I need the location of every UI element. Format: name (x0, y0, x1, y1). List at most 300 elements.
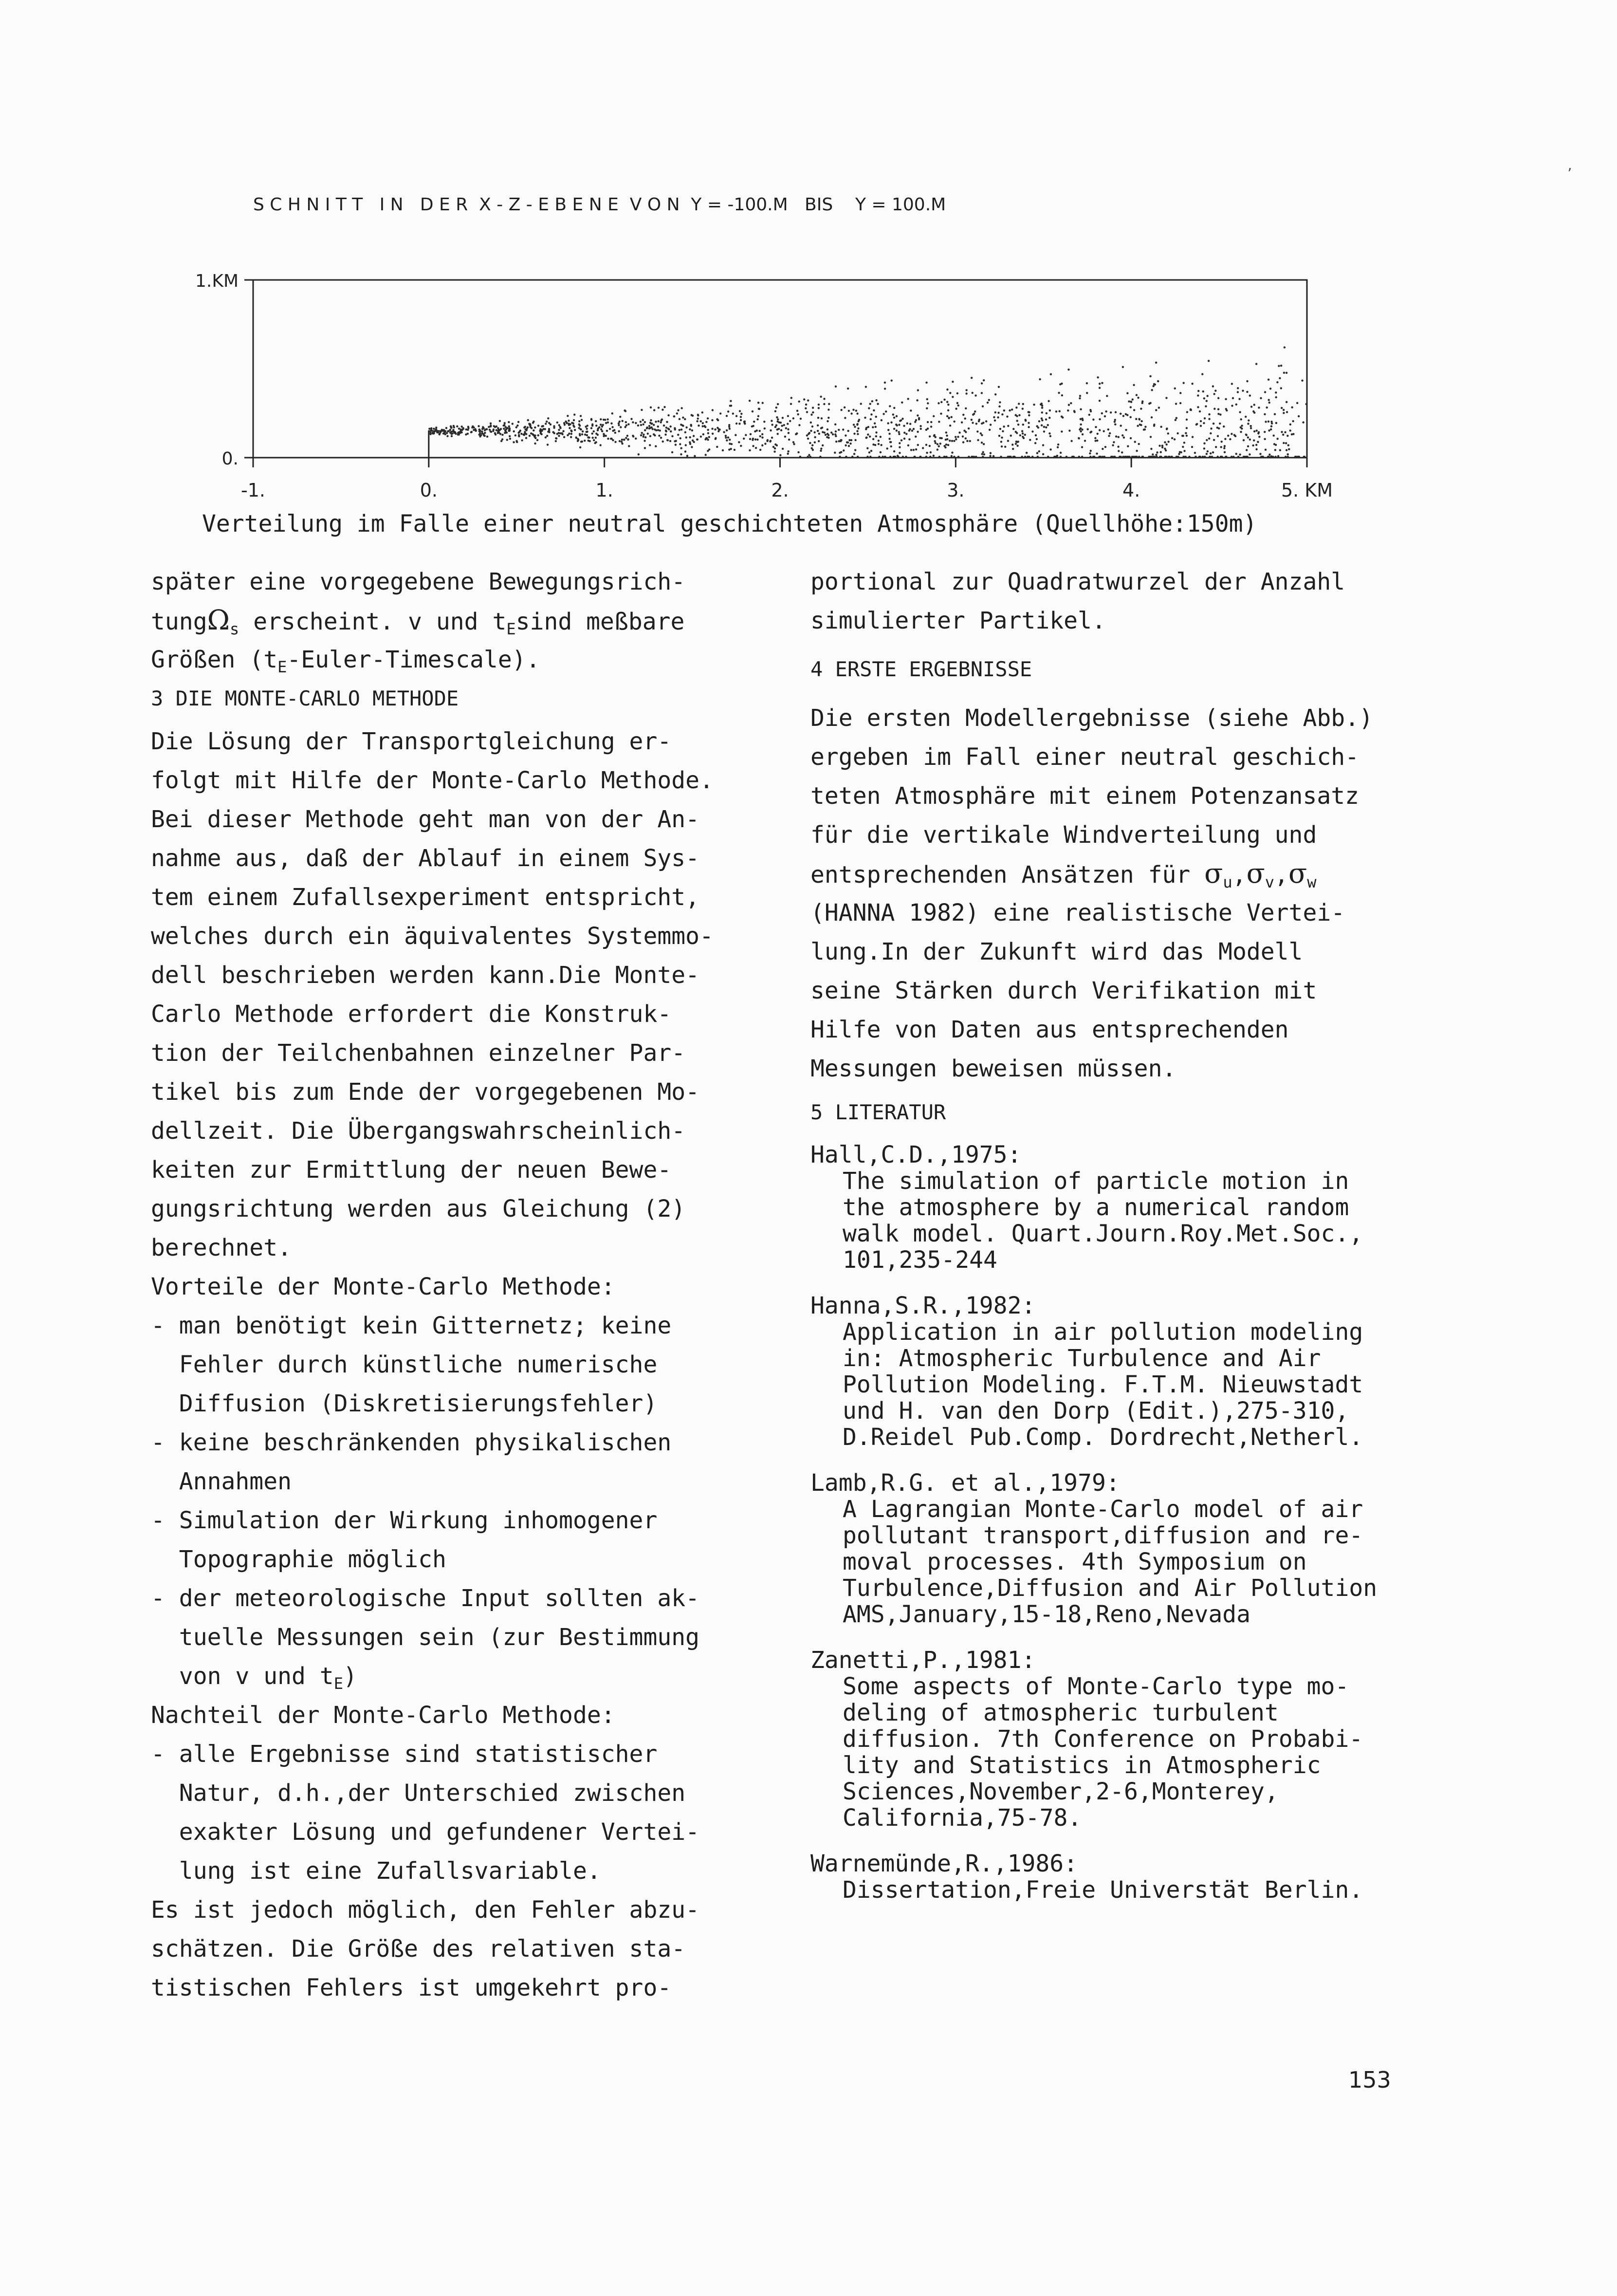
text-line: keiten zur Ermittlung der neuen Bewe- (151, 1156, 672, 1184)
particle-point (1223, 447, 1225, 449)
particle-point (630, 418, 632, 420)
particle-point (1061, 394, 1063, 396)
particle-point (1043, 430, 1045, 432)
particle-point (929, 456, 931, 458)
particle-point (854, 449, 856, 451)
particle-point (1055, 456, 1057, 458)
reference-line: in: Atmospheric Turbulence and Air (843, 1345, 1321, 1372)
particle-point (1212, 451, 1214, 453)
particle-point (774, 447, 776, 449)
reference-item (810, 1470, 1463, 1628)
particle-point (998, 406, 1000, 407)
particle-point (546, 421, 548, 423)
particle-point (975, 423, 977, 425)
particle-point (669, 426, 671, 427)
particle-point (730, 448, 732, 450)
particle-point (478, 434, 480, 436)
particle-point (953, 456, 955, 458)
particle-point (1031, 430, 1033, 432)
particle-point (884, 388, 886, 389)
particle-cloud (428, 346, 1307, 458)
particle-point (873, 409, 875, 411)
particle-point (653, 433, 655, 435)
particle-point (1229, 438, 1231, 440)
particle-point (1049, 409, 1051, 411)
particle-point (978, 419, 980, 421)
particle-point (1245, 416, 1247, 418)
particle-point (752, 445, 754, 447)
particle-point (1002, 430, 1004, 432)
particle-point (462, 427, 464, 429)
particle-point (556, 422, 558, 424)
particle-point (445, 427, 447, 429)
particle-point (569, 427, 570, 429)
particle-point (1223, 426, 1225, 427)
particle-point (561, 433, 563, 435)
particle-point (591, 424, 593, 426)
particle-point (918, 418, 920, 420)
reference-line: diffusion. 7th Conference on Probabi- (843, 1725, 1363, 1753)
particle-point (1007, 425, 1009, 427)
particle-point (917, 389, 919, 391)
particle-point (853, 433, 855, 435)
particle-point (1070, 440, 1072, 442)
particle-point (772, 446, 774, 448)
particle-point (644, 436, 646, 438)
particle-point (884, 456, 886, 458)
particle-point (1280, 365, 1282, 367)
particle-point (436, 430, 438, 432)
particle-point (1079, 395, 1081, 397)
particle-point (753, 421, 755, 423)
particle-point (1060, 452, 1062, 454)
particle-point (779, 454, 781, 456)
particle-point (1073, 411, 1075, 413)
particle-point (1121, 451, 1123, 453)
particle-point (518, 435, 520, 437)
particle-point (489, 428, 491, 430)
particle-point (1124, 456, 1126, 458)
particle-point (818, 404, 820, 406)
particle-point (820, 427, 822, 429)
particle-point (1280, 387, 1282, 389)
particle-point (571, 422, 573, 424)
particle-point (848, 410, 850, 412)
particle-point (1302, 421, 1304, 423)
particle-point (1289, 424, 1291, 426)
particle-point (1153, 425, 1155, 426)
particle-point (1040, 403, 1042, 405)
particle-point (621, 439, 623, 441)
particle-point (1059, 383, 1061, 385)
particle-point (1249, 453, 1250, 455)
particle-point (1231, 405, 1233, 407)
sigma-symbol: σ (1204, 858, 1223, 889)
particle-point (1296, 402, 1298, 404)
particle-point (676, 412, 678, 414)
particle-point (749, 438, 751, 440)
particle-point (456, 426, 458, 427)
particle-point (945, 456, 947, 458)
particle-point (531, 427, 533, 429)
particle-point (1101, 412, 1103, 414)
particle-point (1275, 444, 1277, 446)
section-heading: 5 LITERATUR (810, 1100, 946, 1124)
text-line: berechnet. (151, 1234, 292, 1261)
particle-point (1001, 413, 1003, 415)
particle-point (793, 443, 795, 445)
particle-point (1304, 456, 1305, 458)
particle-point (701, 411, 703, 413)
particle-point (1068, 404, 1070, 406)
particle-point (451, 435, 453, 437)
particle-point (792, 417, 794, 419)
particle-point (1016, 444, 1018, 446)
particle-point (666, 421, 668, 423)
particle-point (1028, 411, 1030, 413)
reference-item (810, 1851, 1463, 1903)
particle-point (1204, 456, 1206, 458)
particle-point (1191, 446, 1193, 448)
particle-point (990, 424, 992, 426)
particle-point (1061, 430, 1063, 432)
particle-point (771, 420, 772, 422)
particle-point (1138, 418, 1140, 420)
particle-point (619, 421, 621, 423)
particle-point (756, 418, 758, 420)
particle-point (728, 426, 730, 427)
particle-point (1278, 365, 1280, 367)
particle-point (567, 415, 569, 417)
particle-point (1271, 423, 1273, 425)
particle-point (1089, 456, 1091, 458)
particle-point (838, 429, 840, 431)
particle-point (999, 401, 1001, 403)
particle-point (790, 403, 792, 405)
section-heading: 3 DIE MONTE-CARLO METHODE (151, 686, 459, 710)
particle-point (1237, 456, 1239, 458)
particle-point (600, 424, 602, 426)
particle-point (684, 450, 686, 452)
particle-point (689, 441, 691, 443)
particle-point (823, 398, 825, 400)
particle-point (739, 410, 741, 412)
particle-point (570, 430, 572, 432)
particle-point (542, 425, 544, 427)
particle-point (680, 453, 682, 455)
particle-point (449, 431, 451, 433)
particle-point (962, 435, 964, 437)
particle-point (1149, 456, 1151, 458)
particle-point (1185, 432, 1187, 434)
particle-point (523, 434, 525, 436)
particle-point (685, 436, 687, 438)
particle-point (1200, 420, 1202, 422)
text-line: Die Lösung der Transportgleichung er- (151, 728, 672, 755)
particle-point (1268, 421, 1269, 423)
particle-point (1165, 444, 1167, 445)
particle-point (784, 436, 786, 438)
particle-point (1103, 430, 1105, 432)
particle-point (711, 427, 713, 429)
particle-point (1106, 395, 1108, 397)
particle-point (783, 424, 785, 426)
reference-line: pollutant transport,diffusion and re- (843, 1522, 1363, 1549)
particle-point (618, 430, 620, 432)
particle-point (1081, 418, 1083, 420)
particle-point (1102, 448, 1103, 450)
particle-point (1000, 456, 1002, 458)
particle-point (926, 452, 928, 454)
particle-point (750, 433, 752, 435)
particle-point (611, 412, 613, 414)
particle-point (956, 392, 958, 394)
particle-point (763, 421, 765, 423)
text-fragment: Größen (t (151, 646, 278, 673)
particle-point (689, 428, 691, 430)
particle-point (998, 386, 1000, 388)
particle-point (696, 438, 698, 440)
reference-line: lity and Statistics in Atmospheric (843, 1752, 1321, 1779)
particle-point (840, 409, 842, 411)
particle-point (810, 430, 812, 432)
particle-point (973, 456, 975, 458)
particle-point (590, 427, 592, 429)
particle-point (903, 425, 905, 427)
text-line: exakter Lösung und gefundener Vertei- (151, 1818, 700, 1846)
text-line: dellzeit. Die Übergangswahrscheinlich- (151, 1117, 686, 1145)
text-line: Es ist jedoch möglich, den Fehler abzu- (151, 1896, 700, 1924)
text-line: Die ersten Modellergebnisse (siehe Abb.) (810, 704, 1373, 732)
subscript: s (230, 620, 239, 638)
particle-point (787, 450, 789, 452)
particle-point (603, 433, 605, 435)
particle-point (827, 433, 828, 435)
particle-point (1099, 400, 1101, 402)
particle-point (846, 441, 848, 443)
particle-point (1149, 375, 1151, 377)
particle-point (971, 419, 973, 421)
particle-point (643, 424, 644, 426)
particle-point (808, 454, 810, 456)
particle-point (1220, 456, 1222, 458)
particle-point (825, 434, 827, 436)
particle-point (1208, 418, 1210, 420)
list-item-line: - der meteorologische Input sollten ak- (151, 1585, 700, 1612)
particle-point (1275, 422, 1277, 424)
particle-point (1009, 409, 1011, 411)
particle-point (714, 428, 716, 430)
particle-point (756, 439, 758, 441)
particle-point (643, 433, 644, 435)
particle-point (916, 399, 918, 401)
particle-point (851, 456, 853, 458)
list-item-line: - Simulation der Wirkung inhomogener (151, 1507, 658, 1534)
reference-list (810, 1142, 1463, 1903)
particle-point (726, 415, 728, 417)
particle-point (1294, 456, 1296, 458)
reference-line: walk model. Quart.Journ.Roy.Met.Soc., (843, 1220, 1363, 1247)
particle-point (1015, 431, 1017, 433)
particle-point (893, 450, 895, 452)
particle-point (806, 411, 808, 413)
particle-point (947, 444, 949, 446)
particle-point (680, 407, 682, 409)
particle-point (1274, 413, 1276, 415)
particle-point (573, 426, 575, 427)
particle-point (1049, 435, 1051, 437)
particle-point (591, 432, 593, 434)
particle-point (482, 426, 484, 428)
particle-point (1081, 456, 1083, 458)
particle-point (992, 455, 994, 457)
particle-point (899, 452, 900, 454)
particle-point (860, 403, 862, 405)
particle-point (871, 400, 873, 402)
particle-point (903, 438, 905, 440)
particle-point (1202, 390, 1204, 392)
particle-point (1171, 456, 1173, 458)
particle-point (649, 422, 651, 424)
particle-point (1250, 425, 1251, 427)
particle-point (771, 424, 773, 426)
particle-point (545, 423, 547, 425)
particle-point (505, 428, 507, 430)
particle-point (1202, 456, 1204, 458)
particle-point (767, 439, 769, 441)
particle-point (1048, 432, 1050, 434)
particle-point (600, 444, 602, 446)
x-tick-label: 2. (771, 480, 789, 501)
particle-point (1182, 435, 1184, 437)
particle-point (1048, 417, 1050, 419)
particle-point (929, 445, 931, 447)
reference-line: 101,235-244 (843, 1246, 997, 1274)
particle-point (1138, 456, 1140, 458)
particle-point (994, 393, 996, 395)
particle-point (593, 439, 595, 441)
particle-point (498, 429, 500, 431)
particle-point (1122, 415, 1124, 417)
particle-point (968, 427, 970, 429)
particle-point (665, 426, 667, 428)
particle-point (533, 429, 534, 431)
particle-point (938, 421, 940, 423)
reference-item (810, 1647, 1463, 1831)
particle-point (1205, 405, 1207, 407)
particle-point (1165, 397, 1167, 399)
particle-point (812, 407, 814, 408)
particle-point (1286, 435, 1288, 437)
particle-point (845, 456, 847, 458)
particle-point (607, 438, 609, 440)
particle-point (1154, 456, 1156, 458)
particle-point (1206, 439, 1208, 441)
x-tick-label: -1. (241, 480, 265, 501)
particle-point (981, 434, 983, 436)
particle-point (508, 421, 510, 423)
particle-point (573, 419, 575, 421)
particle-point (734, 449, 735, 451)
particle-point (898, 433, 900, 435)
particle-point (897, 456, 899, 458)
particle-point (705, 437, 707, 439)
particle-point (614, 441, 616, 443)
particle-point (1216, 426, 1218, 428)
text-line (151, 640, 803, 679)
particle-point (880, 436, 882, 438)
particle-point (1186, 435, 1188, 437)
subscript: w (1307, 873, 1317, 891)
particle-point (1057, 444, 1059, 445)
particle-point (581, 419, 583, 421)
figure-caption: Verteilung im Falle einer neutral geschichteten Atmosphäre (Quellhöhe:150m) (202, 510, 1257, 537)
x-tick-label: 0. (420, 480, 438, 501)
particle-point (444, 433, 446, 435)
particle-point (1198, 456, 1200, 458)
particle-point (901, 401, 903, 403)
particle-point (665, 429, 667, 431)
particle-point (993, 416, 995, 418)
particle-point (1125, 429, 1127, 431)
text-line: tistischen Fehlers ist umgekehrt pro- (151, 1974, 672, 2001)
particle-point (540, 433, 542, 435)
particle-point (896, 415, 898, 417)
particle-point (613, 429, 615, 431)
particle-point (788, 432, 790, 434)
particle-point (893, 407, 895, 409)
particle-point (1024, 434, 1026, 436)
particle-point (729, 427, 731, 429)
particle-point (948, 417, 950, 419)
particle-point (547, 417, 549, 419)
particle-point (983, 443, 985, 445)
particle-point (946, 389, 948, 390)
x-tick-label: 4. (1122, 480, 1140, 501)
particle-point (1286, 411, 1288, 413)
particle-point (707, 429, 709, 431)
particle-point (653, 409, 655, 411)
particle-point (1136, 394, 1138, 396)
particle-point (650, 407, 652, 408)
particle-point (1197, 394, 1199, 396)
particle-point (627, 438, 629, 440)
particle-point (691, 446, 693, 448)
particle-point (718, 428, 720, 430)
particle-point (662, 441, 664, 443)
particle-point (875, 431, 877, 433)
particle-point (922, 447, 924, 449)
particle-point (708, 436, 710, 438)
text-line: für die vertikale Windverteilung und (810, 821, 1317, 849)
particle-point (845, 434, 846, 436)
particle-point (632, 435, 634, 437)
particle-point (955, 438, 957, 440)
particle-point (1259, 453, 1261, 455)
text-line: teten Atmosphäre mit einem Potenzansatz (810, 782, 1360, 810)
particle-point (680, 447, 682, 449)
particle-point (726, 429, 728, 431)
particle-point (509, 427, 511, 429)
particle-point (758, 408, 760, 410)
particle-point (1174, 388, 1176, 389)
particle-point (730, 405, 732, 407)
particle-point (913, 456, 915, 458)
particle-point (693, 435, 695, 437)
text-fragment: tung (151, 608, 207, 635)
particle-point (1160, 426, 1162, 427)
particle-point (1067, 409, 1069, 411)
